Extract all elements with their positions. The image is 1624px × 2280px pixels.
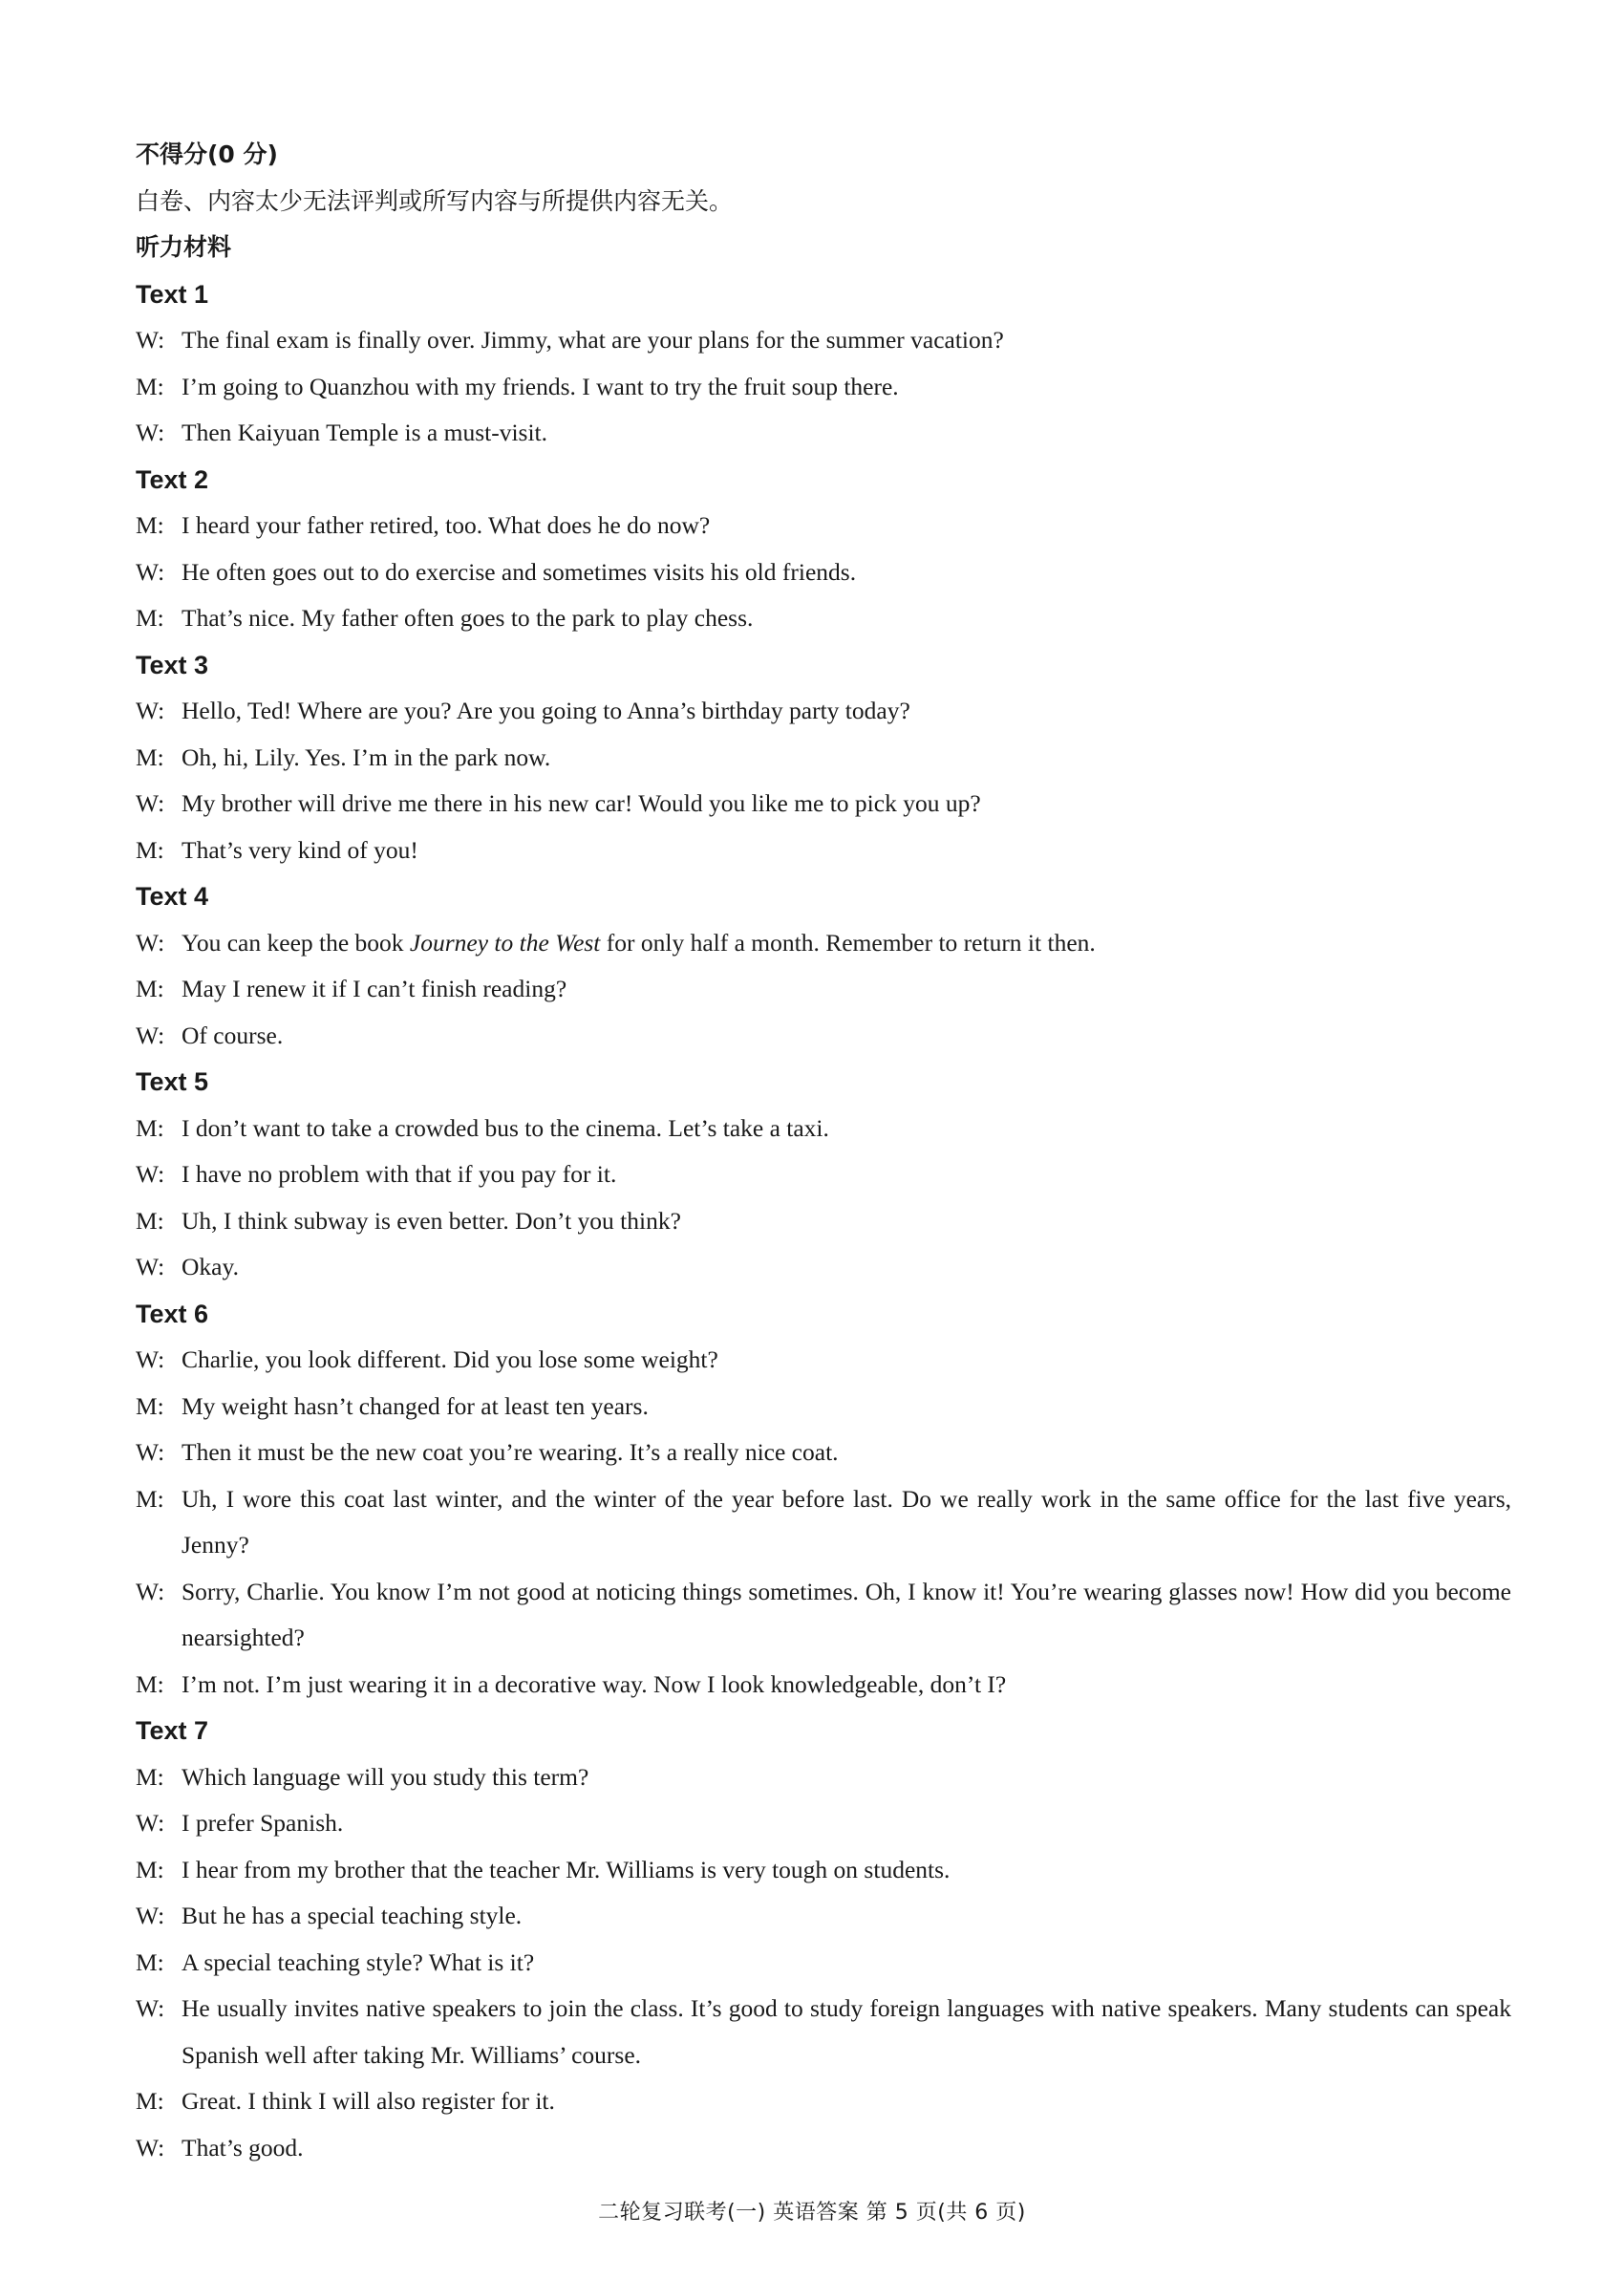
dialogue-text: Hello, Ted! Where are you? Are you going to Anna’s birthday party today? <box>182 697 910 724</box>
dialogue-line <box>136 1847 1511 1894</box>
speaker-label: W: <box>136 1160 165 1188</box>
speaker-label: M: <box>136 1762 164 1791</box>
dialogue-text: I’m not. I’m just wearing it in a decorative way. Now I look knowledgeable, don’t I? <box>182 1669 1007 1698</box>
speaker-label: M: <box>136 742 164 771</box>
dialogue-line <box>136 1106 1511 1152</box>
text-block <box>136 1059 1511 1291</box>
text-block <box>136 1291 1511 1709</box>
speaker-label: M: <box>136 604 164 632</box>
dialogue-line <box>136 1337 1511 1384</box>
dialogue-text: But he has a special teaching style. <box>182 1902 523 1929</box>
dialogue-text: Uh, I think subway is even better. Don’t you think? <box>182 1206 681 1235</box>
score-heading: 不得分(0 分) <box>136 140 278 168</box>
speaker-label: W: <box>136 1021 165 1049</box>
text-block <box>136 873 1511 1059</box>
text-block <box>136 457 1511 642</box>
page-footer: 二轮复习联考(一) 英语答案 第 5 页(共 6 页) <box>598 2201 1026 2225</box>
dialogue-line <box>136 2078 1511 2125</box>
dialogue-line <box>136 1986 1511 2078</box>
dialogue-line <box>136 2125 1511 2172</box>
dialogue-line <box>136 1569 1511 1662</box>
book-title: Journey to the West <box>409 928 601 957</box>
dialogue-line <box>136 1940 1511 1987</box>
dialogue-line <box>136 503 1511 549</box>
dialogue-text: Sorry, Charlie. You know I’m not good at noticing things sometimes. Oh, I know it! You’re wearing glasses now! How did you become nearsighted? <box>182 1577 1511 1651</box>
dialogue-text: My brother will drive me there in his new car! Would you like me to pick you up? <box>182 789 981 817</box>
listening-texts <box>136 271 1511 2172</box>
dialogue-text: Then it must be the new coat you’re wearing. It’s a really nice coat. <box>182 1438 839 1466</box>
dialogue-line <box>136 735 1511 782</box>
dialogue-line <box>136 1198 1511 1245</box>
dialogue-text: I hear from my brother that the teacher Mr. Williams is very tough on students. <box>182 1855 951 1883</box>
speaker-label: W: <box>136 789 165 817</box>
dialogue-text: That’s very kind of you! <box>182 835 418 864</box>
dialogue-line <box>136 1430 1511 1476</box>
dialogue-text: I don’t want to take a crowded bus to the cinema. Let’s take a taxi. <box>182 1113 829 1142</box>
dialogue-text: Then Kaiyuan Temple is a must-visit. <box>182 419 548 446</box>
dialogue-line <box>136 1662 1511 1709</box>
dialogue-text: Great. I think I will also register for it. <box>182 2087 555 2115</box>
dialogue-text: I heard your father retired, too. What does he do now? <box>182 511 711 539</box>
speaker-label: M: <box>136 1484 164 1513</box>
text-title: Text 4 <box>136 882 209 911</box>
section-title: 听力材料 <box>136 233 232 261</box>
speaker-label: W: <box>136 1994 165 2022</box>
text-block <box>136 1708 1511 2171</box>
dialogue-text: Okay. <box>182 1253 239 1280</box>
speaker-label: W: <box>136 326 165 354</box>
dialogue-text: May I renew it if I can’t finish reading? <box>182 975 567 1002</box>
dialogue-line <box>136 1893 1511 1940</box>
speaker-label: W: <box>136 1253 165 1280</box>
text-title: Text 2 <box>136 464 209 494</box>
dialogue-line <box>136 920 1511 967</box>
dialogue-text: for only half a month. Remember to return it then. <box>600 928 1096 957</box>
score-description: 白卷、内容太少无法评判或所写内容与所提供内容无关。 <box>136 186 734 215</box>
speaker-label: M: <box>136 1113 164 1142</box>
dialogue-line <box>136 1800 1511 1847</box>
dialogue-text: Charlie, you look different. Did you lose some weight? <box>182 1345 718 1373</box>
dialogue-line <box>136 1013 1511 1060</box>
dialogue-line <box>136 966 1511 1013</box>
speaker-label: M: <box>136 1206 164 1235</box>
dialogue-line <box>136 549 1511 596</box>
dialogue-line <box>136 1476 1511 1569</box>
dialogue-text: Oh, hi, Lily. Yes. I’m in the park now. <box>182 742 551 771</box>
dialogue-line <box>136 781 1511 828</box>
dialogue-line <box>136 595 1511 642</box>
dialogue-line <box>136 410 1511 457</box>
dialogue-line <box>136 317 1511 364</box>
dialogue-text: He usually invites native speakers to join the class. It’s good to study foreign languages with native speakers. Many students can speak Spanish well after taking Mr. Williams’ course. <box>182 1994 1511 2069</box>
speaker-label: W: <box>136 1809 165 1837</box>
speaker-label: W: <box>136 557 165 586</box>
dialogue-line <box>136 1754 1511 1801</box>
dialogue-line <box>136 1244 1511 1291</box>
dialogue-line <box>136 364 1511 411</box>
speaker-label: W: <box>136 1902 165 1929</box>
speaker-label: W: <box>136 1577 165 1605</box>
speaker-label: W: <box>136 1438 165 1466</box>
dialogue-text: Of course. <box>182 1021 284 1049</box>
speaker-label: M: <box>136 835 164 864</box>
dialogue-line <box>136 1384 1511 1430</box>
speaker-label: M: <box>136 511 164 539</box>
speaker-label: M: <box>136 372 164 400</box>
text-title: Text 7 <box>136 1716 209 1745</box>
speaker-label: M: <box>136 2087 164 2115</box>
speaker-label: W: <box>136 697 165 724</box>
speaker-label: M: <box>136 975 164 1002</box>
speaker-label: M: <box>136 1669 164 1698</box>
text-title: Text 1 <box>136 279 209 309</box>
dialogue-text: I have no problem with that if you pay for it. <box>182 1160 617 1188</box>
document-page <box>136 132 1511 2171</box>
dialogue-text: I’m going to Quanzhou with my friends. I want to try the fruit soup there. <box>182 372 899 400</box>
speaker-label: W: <box>136 1345 165 1373</box>
text-title: Text 6 <box>136 1299 209 1328</box>
dialogue-text: I prefer Spanish. <box>182 1809 344 1837</box>
text-title: Text 3 <box>136 650 209 679</box>
dialogue-line <box>136 828 1511 874</box>
dialogue-text: He often goes out to do exercise and sometimes visits his old friends. <box>182 557 857 586</box>
speaker-label: W: <box>136 2133 165 2162</box>
text-title: Text 5 <box>136 1067 209 1096</box>
speaker-label: W: <box>136 928 165 957</box>
speaker-label: M: <box>136 1855 164 1883</box>
text-block <box>136 642 1511 874</box>
dialogue-line <box>136 688 1511 735</box>
dialogue-text: You can keep the book <box>182 928 410 957</box>
dialogue-text: A special teaching style? What is it? <box>182 1947 535 1976</box>
speaker-label: M: <box>136 1947 164 1976</box>
dialogue-text: That’s nice. My father often goes to the park to play chess. <box>182 604 754 632</box>
speaker-label: W: <box>136 419 165 446</box>
dialogue-text: Which language will you study this term? <box>182 1762 589 1791</box>
dialogue-line <box>136 1151 1511 1198</box>
text-block <box>136 271 1511 457</box>
dialogue-text: Uh, I wore this coat last winter, and the winter of the year before last. Do we really work in the same office for the last five years, Jenny? <box>182 1484 1511 1559</box>
dialogue-text: That’s good. <box>182 2133 304 2162</box>
speaker-label: M: <box>136 1391 164 1420</box>
dialogue-text: The final exam is finally over. Jimmy, what are your plans for the summer vacation? <box>182 326 1004 354</box>
dialogue-text: My weight hasn’t changed for at least ten years. <box>182 1391 649 1420</box>
